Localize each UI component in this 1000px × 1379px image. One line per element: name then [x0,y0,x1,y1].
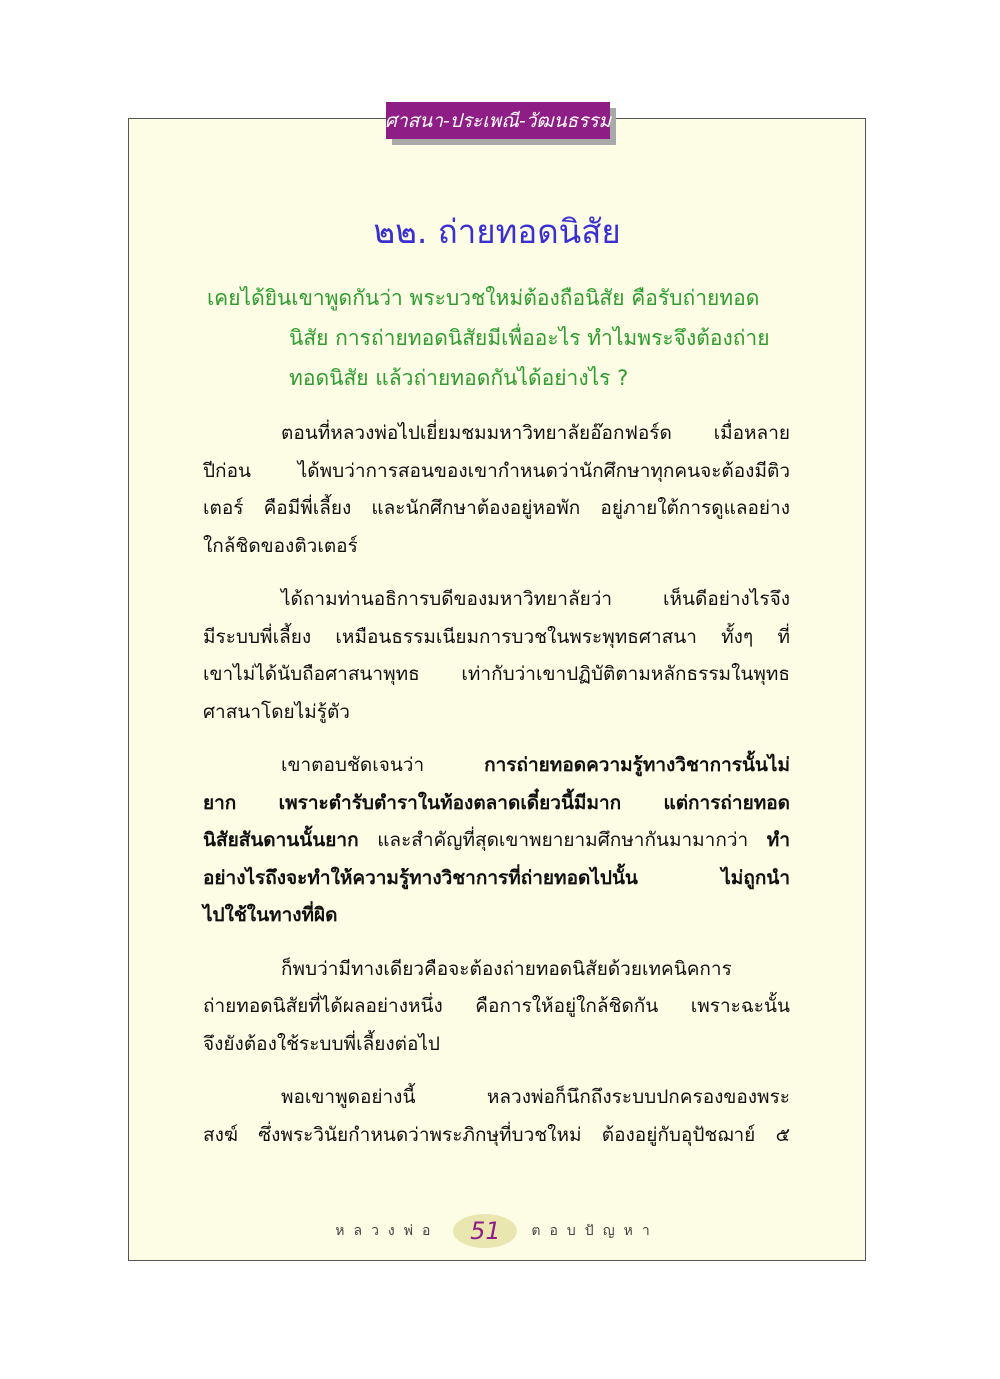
p3-line-2 [203,785,790,823]
chapter-title: ๒๒. ถ่ายทอดนิสัย [373,212,621,251]
p1-line-2: ปีก่อน ได้พบว่าการสอนของเขากำหนดว่านักศึกษาทุกคนจะต้องมีติว [203,459,790,482]
paragraph-1 [203,415,790,565]
p3-line-1 [203,747,790,785]
p4-line-2: ถ่ายทอดนิสัยที่ได้ผลอย่างหนึ่ง คือการให้อยู่ใกล้ชิดกัน เพราะฉะนั้น [203,995,790,1017]
footer-left-text: หลวงพ่อ [335,1223,440,1239]
p4-line-1: ก็พบว่ามีทางเดียวคือจะต้องถ่ายทอดนิสัยด้วยเทคนิคการ [281,957,732,980]
page-number-badge [453,1214,517,1248]
p3-l3-normal: และสำคัญที่สุดเขาพยายามศึกษากันมามากว่า [358,829,767,851]
p3-l5-bold: ไปใช้ในทางที่ผิด [203,904,338,926]
p2-line-2: มีระบบพี่เลี้ยง เหมือนธรรมเนียมการบวชในพระพุทธศาสนา ทั้งๆ ที่ [203,625,790,648]
paragraph-4 [203,951,790,1064]
page-footer [128,1214,866,1248]
question-line-2: นิสัย การถ่ายทอดนิสัยมีเพื่ออะไร ทำไมพระจึงต้องถ่าย [289,326,770,350]
p3-l1-bold: การถ่ายทอดความรู้ทางวิชาการนั้นไม่ [484,754,790,776]
p3-l3-bold: นิสัยสันดานนั้นยาก [203,829,359,851]
question-block [207,278,797,398]
section-label: ศาสนา-ประเพณี-วัฒนธรรม [386,102,610,139]
paragraph-3 [203,747,790,935]
p3-line-4 [203,860,790,898]
question-line-3: ทอดนิสัย แล้วถ่ายทอดกันได้อย่างไร ? [289,366,629,390]
p2-line-4: ศาสนาโดยไม่รู้ตัว [203,700,350,723]
p3-l1-normal: เขาตอบชัดเจนว่า [281,754,485,776]
body-text [203,415,790,1170]
p1-line-3: เตอร์ คือมีพี่เลี้ยง และนักศึกษาต้องอยู่หอพัก อยู่ภายใต้การดูแลอย่าง [203,497,790,519]
p3-line-5 [203,897,790,935]
p3-l4-bold: อย่างไรถึงจะทำให้ความรู้ทางวิชาการที่ถ่ายทอดไปนั้น ไม่ถูกนำ [203,866,790,889]
p3-l3-bold2: ทำ [766,829,790,851]
p1-line-1: ตอนที่หลวงพ่อไปเยี่ยมชมมหาวิทยาลัยอ๊อกฟอร์ด เมื่อหลาย [281,422,790,444]
p1-line-4: ใกล้ชิดของติวเตอร์ [203,534,358,557]
paragraph-5 [203,1079,790,1154]
p5-line-2: สงฆ์ ซึ่งพระวินัยกำหนดว่าพระภิกษุที่บวชใหม่ ต้องอยู่กับอุปัชฌาย์ ๕ [203,1123,790,1146]
p2-line-1: ได้ถามท่านอธิการบดีของมหาวิทยาลัยว่า เห็นดีอย่างไรจึง [281,588,790,610]
p5-line-1: พอเขาพูดอย่างนี้ หลวงพ่อก็นึกถึงระบบปกครองของพระ [281,1086,790,1108]
page-number: 51 [470,1217,501,1245]
p4-line-3: จึงยังต้องใช้ระบบพี่เลี้ยงต่อไป [203,1032,440,1055]
question-line-1: เคยได้ยินเขาพูดกันว่า พระบวชใหม่ต้องถือนิสัย คือรับถ่ายทอด [207,286,760,310]
p2-line-3: เขาไม่ได้นับถือศาสนาพุทธ เท่ากับว่าเขาปฏิบัติตามหลักธรรมในพุทธ [203,663,790,685]
footer-right-text: ตอบปัญหา [531,1223,659,1239]
p3-l2-bold: ยาก เพราะตำรับตำราในท้องตลาดเดี๋ยวนี้มีมาก แต่การถ่ายทอด [203,791,790,814]
paragraph-2 [203,581,790,731]
p3-line-3 [203,822,790,860]
